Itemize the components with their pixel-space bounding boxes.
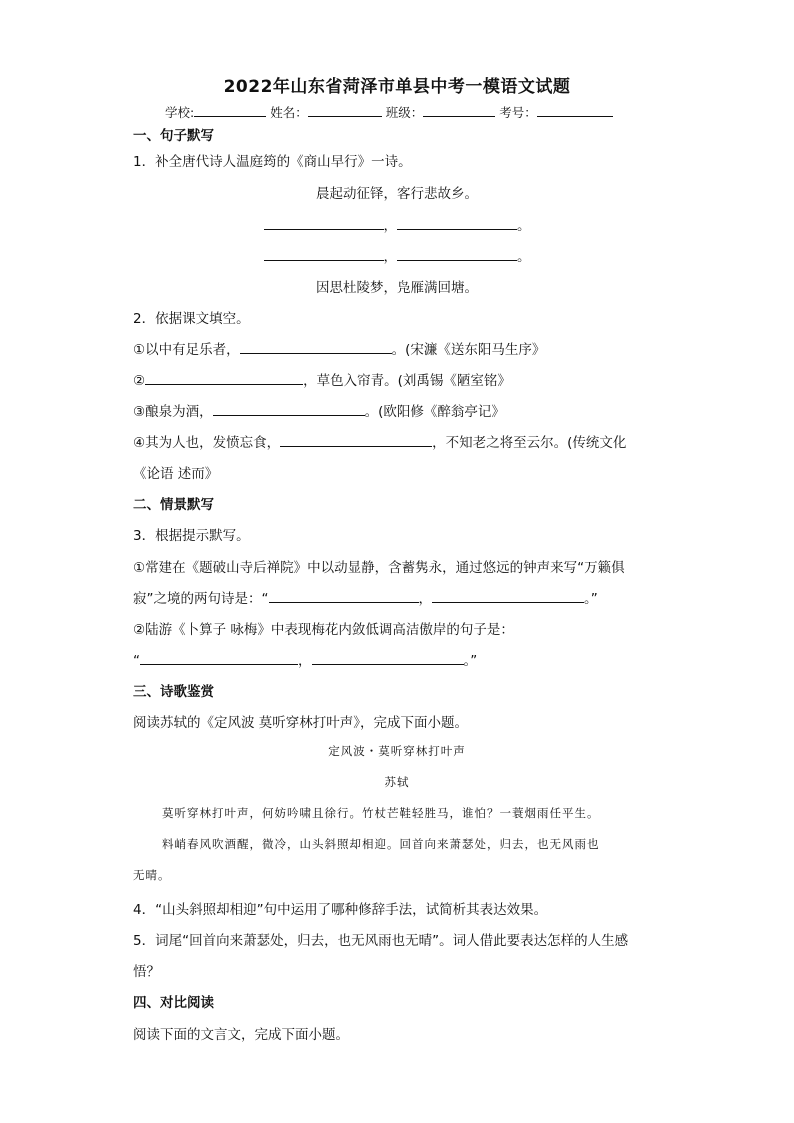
period: 。 — [517, 218, 531, 234]
text: ③酿泉为酒， — [133, 404, 213, 420]
question-3-item-1-cont — [133, 587, 598, 607]
comma: ， — [383, 249, 397, 265]
text: 。” — [463, 653, 478, 669]
text: 。(欧阳修《醉翁亭记》 — [364, 404, 505, 420]
question-3-item-1: ①常建在《题破山寺后禅院》中以动显静，含蓄隽永，通过悠远的钟声来写“万籁俱 — [133, 560, 625, 576]
text: “ — [133, 653, 140, 669]
poem-line-1: 晨起动征铎，客行悲故乡。 — [316, 186, 478, 202]
question-1: 1．补全唐代诗人温庭筠的《商山早行》一诗。 — [133, 154, 412, 170]
period: 。 — [517, 249, 531, 265]
question-2: 2．依据课文填空。 — [133, 311, 250, 327]
text: ，草色入帘青。(刘禹锡《陋室铭》 — [303, 373, 511, 389]
answer-blank[interactable] — [264, 247, 384, 261]
answer-blank[interactable] — [432, 589, 584, 603]
answer-blank[interactable] — [264, 216, 384, 230]
poem-paragraph-2: 料峭春风吹酒醒，微冷，山头斜照却相迎。回首向来萧瑟处，归去，也无风雨也 — [162, 837, 600, 851]
text: 。(宋濂《送东阳马生序》 — [391, 342, 546, 358]
name-label: 姓名： — [270, 105, 308, 120]
class-blank[interactable] — [423, 104, 495, 117]
answer-blank[interactable] — [397, 247, 517, 261]
section-3-intro: 阅读苏轼的《定风波 莫听穿林打叶声》，完成下面小题。 — [133, 715, 469, 731]
text: ② — [133, 373, 146, 389]
text: ④其为人也，发愤忘食， — [133, 435, 281, 451]
question-5-cont: 悟？ — [133, 964, 160, 980]
text: ， — [298, 653, 312, 669]
section-heading-3: 三、诗歌鉴赏 — [133, 684, 214, 700]
text: 。” — [584, 591, 598, 607]
answer-blank[interactable] — [397, 216, 517, 230]
section-heading-2: 二、情景默写 — [133, 497, 214, 513]
question-2-item-3 — [133, 400, 505, 420]
question-2-item-2 — [133, 369, 511, 389]
poem-paragraph-2-cont: 无晴。 — [133, 868, 171, 882]
question-2-item-1 — [133, 338, 545, 358]
answer-blank[interactable] — [269, 589, 419, 603]
answer-blank[interactable] — [312, 651, 464, 665]
question-3-item-2-cont — [133, 649, 477, 669]
page-title: 2022年山东省菏泽市单县中考一模语文试题 — [223, 77, 571, 97]
comma: ， — [383, 218, 397, 234]
class-label: 班级： — [385, 105, 424, 120]
text: ，不知老之将至云尔。(传统文化 — [432, 435, 627, 451]
exam-no-label: 考号： — [499, 105, 537, 120]
answer-blank[interactable] — [280, 433, 432, 447]
answer-blank[interactable] — [213, 402, 365, 416]
answer-blank[interactable] — [240, 340, 392, 354]
poem-author: 苏轼 — [384, 775, 410, 789]
school-label: 学校: — [165, 105, 195, 120]
poem-paragraph-1: 莫听穿林打叶声，何妨吟啸且徐行。竹杖芒鞋轻胜马，谁怕？一蓑烟雨任平生。 — [162, 806, 600, 820]
poem-line-4: 因思杜陵梦，凫雁满回塘。 — [316, 280, 478, 296]
text: ， — [418, 591, 432, 607]
question-4: 4．“山头斜照却相迎”句中运用了哪种修辞手法，试简析其表达效果。 — [133, 902, 548, 918]
poem-title: 定风波・莫听穿林打叶声 — [328, 744, 466, 758]
text: ①以中有足乐者， — [133, 342, 240, 358]
question-3: 3．根据提示默写。 — [133, 528, 250, 544]
question-5: 5．词尾“回首向来萧瑟处，归去，也无风雨也无晴”。词人借此要表达怎样的人生感 — [133, 933, 629, 949]
school-blank[interactable] — [194, 104, 266, 117]
poem-blank-line-2 — [0, 214, 794, 234]
exam-no-blank[interactable] — [537, 104, 613, 117]
answer-blank[interactable] — [140, 651, 298, 665]
section-4-intro: 阅读下面的文言文，完成下面小题。 — [133, 1027, 349, 1043]
name-blank[interactable] — [308, 104, 382, 117]
question-3-item-2: ②陆游《卜算子 咏梅》中表现梅花内敛低调高洁傲岸的句子是： — [133, 622, 514, 638]
text: 寂”之境的两句诗是：“ — [133, 591, 269, 607]
student-info-line — [165, 103, 613, 121]
question-2-item-4 — [133, 431, 626, 451]
section-heading-1: 一、句子默写 — [133, 128, 214, 144]
answer-blank[interactable] — [145, 371, 303, 385]
section-heading-4: 四、对比阅读 — [133, 995, 214, 1011]
poem-blank-line-3 — [0, 245, 794, 265]
question-2-item-4-cont: 《论语 述而》 — [133, 466, 219, 482]
